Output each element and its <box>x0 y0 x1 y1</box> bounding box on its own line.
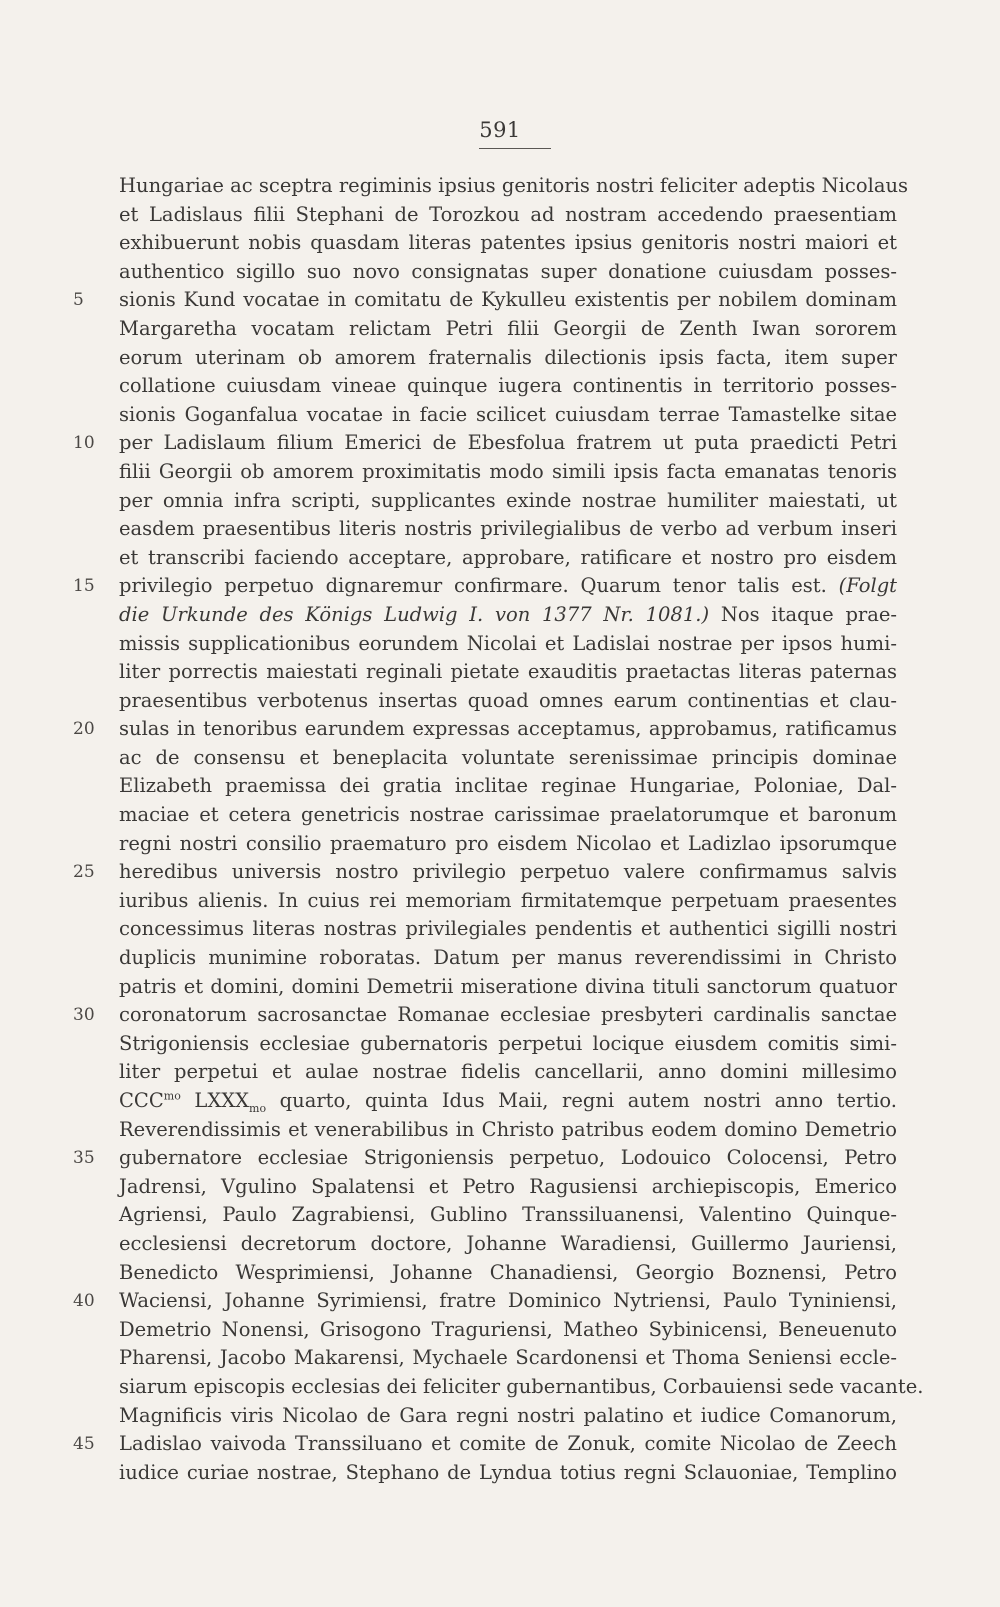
text-line <box>73 1430 897 1459</box>
text-line <box>119 1030 897 1059</box>
text-line <box>119 658 897 687</box>
line-content <box>119 1003 897 1026</box>
line-text: per Ladislaum filium Emerici de Ebesfolua fratrem ut puta praedicti Petri <box>119 431 897 455</box>
line-content <box>119 832 897 855</box>
text-line <box>119 315 897 344</box>
line-text: patris et domini, domini Demetrii miseratione divina tituli sanctorum quatuor <box>119 974 897 998</box>
line-text: sionis Kund vocatae in comitatu de Kykulleu existentis per nobilem dominam <box>119 288 897 312</box>
line-text: Nos itaque prae- <box>720 602 898 626</box>
line-number: 10 <box>73 433 95 454</box>
line-text: siarum episcopis ecclesias dei feliciter gubernantibus, Corbauiensi sede vacante. <box>119 1374 924 1398</box>
line-content <box>119 1375 923 1398</box>
text-line <box>119 944 897 973</box>
line-content <box>119 860 897 883</box>
text-line <box>119 458 897 487</box>
line-content <box>119 317 897 340</box>
text-line <box>73 1287 897 1316</box>
line-content <box>119 946 897 969</box>
line-text: collatione cuiusdam vineae quinque iugera continentis in territorio posses- <box>119 374 897 398</box>
line-content <box>119 460 897 483</box>
line-text: Hungariae ac sceptra regiminis ipsius genitoris nostri feliciter adeptis Nicolaus <box>119 174 909 197</box>
editorial-note: (Folgt <box>838 574 898 598</box>
line-text: liter perpetui et aulae nostrae fidelis cancellarii, anno domini millesimo <box>119 1060 897 1084</box>
text-line <box>119 1402 897 1431</box>
text-line <box>119 1173 897 1202</box>
line-content <box>119 203 897 226</box>
line-content <box>119 1175 897 1198</box>
line-content <box>119 231 897 254</box>
line-text: Reverendissimis et venerabilibus in Christo patribus eodem domino Demetrio <box>119 1117 897 1141</box>
line-content <box>119 1118 897 1141</box>
line-content <box>119 1089 898 1115</box>
line-text: ecclesiensi decretorum doctore, Johanne Waradiensi, Guillermo Jauriensi, <box>119 1231 897 1255</box>
line-text: gubernatore ecclesiae Strigoniensis perpetuo, Lodouico Colocensi, Petro <box>119 1146 897 1170</box>
line-content <box>119 889 897 912</box>
line-content <box>119 660 897 683</box>
line-number: 40 <box>73 1291 95 1312</box>
editorial-note: die Urkunde des Königs Ludwig I. von 1377 Nr. 1081.) <box>119 602 710 626</box>
line-number: 35 <box>73 1148 95 1169</box>
line-content <box>119 746 897 769</box>
text-line <box>119 601 897 630</box>
line-text: coronatorum sacrosanctae Romanae ecclesiae presbyteri cardinalis sanctae <box>119 1003 897 1027</box>
text-line <box>119 1259 897 1288</box>
text-line <box>119 830 897 859</box>
line-content <box>119 774 897 797</box>
line-text: iuribus alienis. In cuius rei memoriam firmitatemque perpetuam praesentes <box>119 888 897 912</box>
line-text: per omnia infra scripti, supplicantes exinde nostrae humiliter maiestati, ut <box>119 488 897 512</box>
line-text: maciae et cetera genetricis nostrae carissimae praelatorumque et baronum <box>119 803 897 827</box>
text-line <box>119 172 909 201</box>
line-text: Agriensi, Paulo Zagrabiensi, Gublino Transsiluanensi, Valentino Quinque- <box>119 1203 897 1227</box>
line-content <box>119 1232 897 1255</box>
text-line <box>119 630 897 659</box>
line-text: exhibuerunt nobis quasdam literas patentes ipsius genitoris nostri maiori et <box>119 231 897 255</box>
line-number: 25 <box>73 862 95 883</box>
roman-numeral-ccc: $CCC^{mo}$ <box>119 1089 181 1112</box>
line-content <box>119 431 897 454</box>
text-line <box>119 229 897 258</box>
text-line <box>119 344 897 373</box>
text-line <box>119 1373 924 1402</box>
line-content <box>119 403 897 426</box>
line-text: Jadrensi, Vgulino Spalatensi et Petro Ragusiensi archiepiscopis, Emerico <box>119 1174 897 1198</box>
text-line <box>119 515 897 544</box>
line-content <box>119 574 897 597</box>
line-text: privilegio perpetuo dignaremur confirmare. Quarum tenor talis est. <box>119 574 827 598</box>
line-text: Strigoniensis ecclesiae gubernatoris perpetui locique eiusdem comitis simi- <box>119 1031 897 1055</box>
line-content <box>119 803 897 826</box>
text-line <box>73 715 897 744</box>
text-line <box>73 858 897 887</box>
line-content <box>119 1060 897 1083</box>
line-content <box>119 717 897 740</box>
line-text: authentico sigillo suo novo consignatas super donatione cuiusdam posses- <box>119 259 897 283</box>
line-text: iudice curiae nostrae, Stephano de Lyndua totius regni Sclauoniae, Templino <box>119 1460 897 1484</box>
line-content <box>119 1146 897 1169</box>
line-content <box>119 1461 897 1484</box>
line-content <box>119 174 908 197</box>
line-text: easdem praesentibus literis nostris privilegialibus de verbo ad verbum inseri <box>119 517 897 541</box>
text-line <box>119 1116 897 1145</box>
text-line <box>73 1001 897 1030</box>
text-line <box>119 887 897 916</box>
line-content <box>119 632 897 655</box>
text-line <box>119 258 897 287</box>
line-content <box>119 288 897 311</box>
charter-text-block <box>73 172 924 1487</box>
line-text: regni nostri consilio praematuro pro eisdem Nicolao et Ladizlao ipsorumque <box>119 831 897 855</box>
line-text: concessimus literas nostras privilegiales pendentis et authentici sigilli nostri <box>119 917 897 941</box>
line-text: Benedicto Wesprimiensi, Johanne Chanadiensi, Georgio Boznensi, Petro <box>119 1260 897 1284</box>
text-line <box>119 1316 897 1345</box>
line-text: et Ladislaus filii Stephani de Torozkou ad nostram accedendo praesentiam <box>119 202 897 226</box>
line-content <box>119 603 897 626</box>
line-content <box>119 489 897 512</box>
text-line <box>119 1459 897 1488</box>
line-text: Elizabeth praemissa dei gratia inclitae reginae Hungariae, Poloniae, Dal- <box>119 774 897 798</box>
line-number: 15 <box>73 576 95 597</box>
line-text: Pharensi, Jacobo Makarensi, Mychaele Scardonensi et Thoma Seniensi eccle- <box>119 1346 897 1370</box>
page-number-rule <box>479 148 551 149</box>
line-content <box>119 346 897 369</box>
text-line <box>73 572 898 601</box>
line-content <box>119 260 897 283</box>
line-content <box>119 1032 897 1055</box>
text-line <box>119 544 897 573</box>
line-content <box>119 975 897 998</box>
line-content <box>119 546 897 569</box>
text-line <box>119 687 897 716</box>
roman-numeral-lxxx: $LXXX_{mo}$ <box>194 1089 267 1115</box>
abbreviation-mark: mo <box>249 1101 267 1115</box>
line-text: eorum uterinam ob amorem fraternalis dilectionis ipsis facta, item super <box>119 345 897 369</box>
text-line <box>119 915 897 944</box>
line-content <box>119 1203 897 1226</box>
text-line <box>119 1230 897 1259</box>
line-number: 45 <box>73 1434 95 1455</box>
line-text: et transcribi faciendo acceptare, approbare, ratificare et nostro pro eisdem <box>119 545 897 569</box>
line-text: Margaretha vocatam relictam Petri filii Georgii de Zenth Iwan sororem <box>119 316 897 340</box>
abbreviation-mark: mo <box>163 1089 181 1103</box>
text-line <box>119 372 897 401</box>
line-content <box>119 1261 897 1284</box>
line-text: quarto, quinta Idus Maii, regni autem nostri anno tertio. <box>279 1089 898 1112</box>
line-text: praesentibus verbotenus insertas quoad omnes earum continentias et clau- <box>119 688 897 712</box>
text-line <box>119 401 897 430</box>
text-line <box>119 801 897 830</box>
text-line <box>119 201 897 230</box>
line-text: Magnificis viris Nicolao de Gara regni nostri palatino et iudice Comanorum, <box>119 1403 897 1427</box>
line-text: ac de consensu et beneplacita voluntate serenissimae principis dominae <box>119 745 897 769</box>
page-number: 591 <box>479 118 521 142</box>
line-content <box>119 1404 897 1427</box>
line-text: Ladislao vaivoda Transsiluano et comite de Zonuk, comite Nicolao de Zeech <box>119 1432 897 1456</box>
text-line <box>119 772 897 801</box>
line-number: 20 <box>73 719 95 740</box>
line-content <box>119 1318 897 1341</box>
text-line <box>119 1344 897 1373</box>
text-line <box>73 1144 897 1173</box>
text-line <box>119 487 897 516</box>
line-text: missis supplicationibus eorundem Nicolai et Ladislai nostrae per ipsos humi- <box>119 631 897 655</box>
line-text: liter porrectis maiestati reginali pietate exauditis praetactas literas paternas <box>119 660 897 684</box>
line-number: 30 <box>73 1005 95 1026</box>
line-text: heredibus universis nostro privilegio perpetuo valere confirmamus salvis <box>119 860 897 884</box>
text-line <box>73 429 897 458</box>
line-text: sulas in tenoribus earundem expressas acceptamus, approbamus, ratificamus <box>119 717 897 741</box>
text-line <box>73 286 897 315</box>
text-line <box>119 744 897 773</box>
text-line <box>119 1087 897 1116</box>
text-line <box>119 1058 897 1087</box>
line-content <box>119 1289 897 1312</box>
line-text: Demetrio Nonensi, Grisogono Traguriensi, Matheo Sybinicensi, Beneuenuto <box>119 1317 897 1341</box>
line-text: filii Georgii ob amorem proximitatis modo simili ipsis facta emanatas tenoris <box>119 459 897 483</box>
line-text: Waciensi, Johanne Syrimiensi, fratre Dominico Nytriensi, Paulo Tyniniensi, <box>119 1289 897 1313</box>
line-content <box>119 1346 897 1369</box>
line-text: duplicis munimine roboratas. Datum per manus reverendissimi in Christo <box>119 946 897 970</box>
line-content <box>119 689 897 712</box>
line-text: sionis Goganfalua vocatae in facie scilicet cuiusdam terrae Tamastelke sitae <box>119 402 897 426</box>
line-content <box>119 517 897 540</box>
text-line <box>119 1201 897 1230</box>
line-number: 5 <box>73 290 84 311</box>
line-content <box>119 917 897 940</box>
text-line <box>119 973 897 1002</box>
line-content <box>119 1432 897 1455</box>
line-content <box>119 374 897 397</box>
